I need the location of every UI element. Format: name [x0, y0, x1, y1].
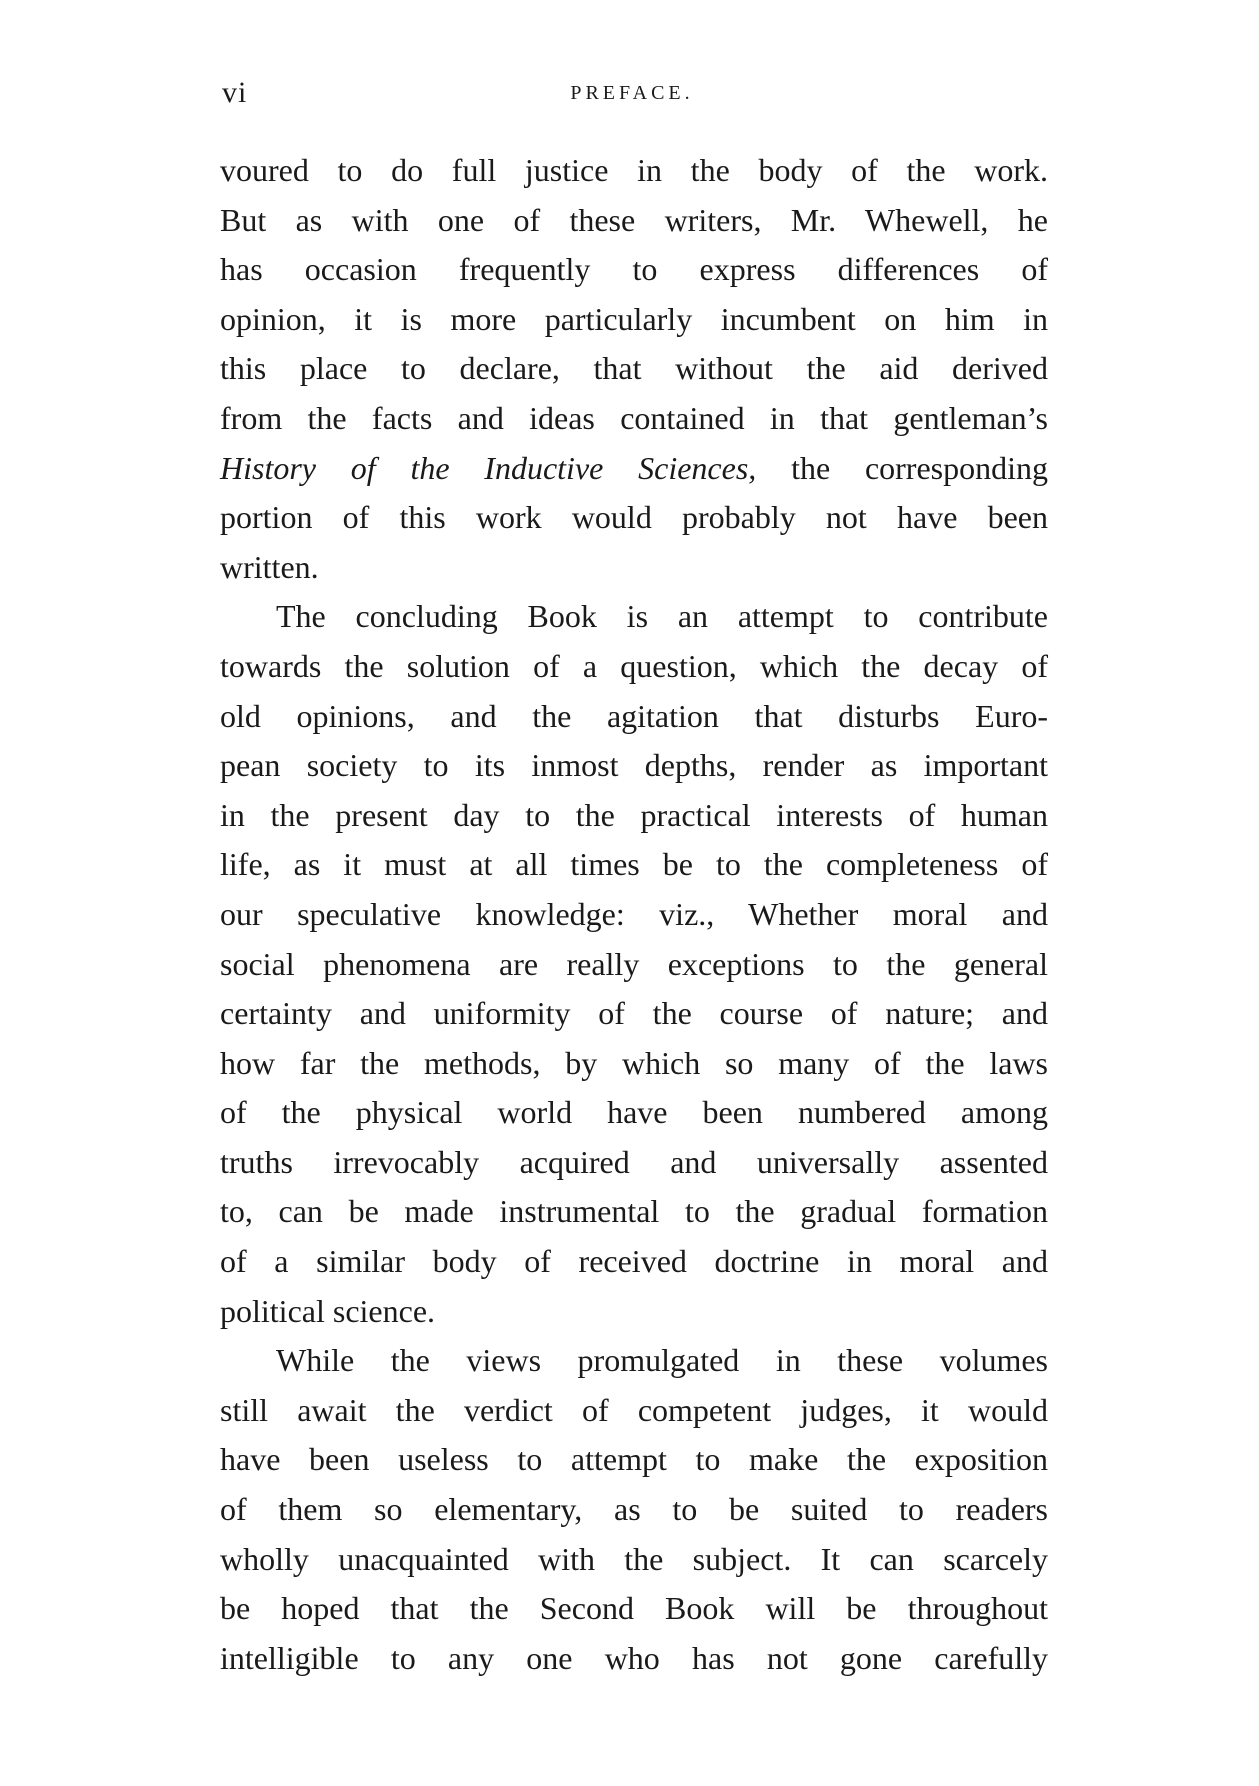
- text-line: of a similar body of received doctrine in moral and: [220, 1243, 1048, 1280]
- text-line: be hoped that the Second Book will be throughout: [220, 1590, 1048, 1627]
- text-line: wholly unacquainted with the subject. It can scarcely: [220, 1540, 1048, 1577]
- text-line: portion of this work would probably not have been: [220, 499, 1048, 536]
- text-line: our speculative knowledge: viz., Whether moral and: [220, 895, 1048, 932]
- text-line: from the facts and ideas contained in that gentleman’s: [220, 399, 1048, 436]
- text-line: While the views promulgated in these volumes: [276, 1342, 1048, 1379]
- paragraph: [220, 146, 1048, 592]
- text-line: political science.: [220, 1292, 436, 1329]
- text-line-with-title: [220, 444, 1048, 494]
- text-span: the corresponding: [756, 449, 1049, 486]
- running-head: [222, 76, 1042, 116]
- paragraph: [220, 1336, 1048, 1683]
- text-line: how far the methods, by which so many of the laws: [220, 1044, 1048, 1081]
- text-line: opinion, it is more particularly incumbent on him in: [220, 300, 1048, 337]
- text-line: life, as it must at all times be to the completeness of: [220, 846, 1048, 883]
- book-title: History of the Inductive Sciences,: [220, 449, 757, 486]
- text-line: towards the solution of a question, which the decay of: [220, 647, 1048, 684]
- text-line: of the physical world have been numbered among: [220, 1094, 1048, 1131]
- text-line: to, can be made instrumental to the gradual formation: [220, 1193, 1048, 1230]
- text-line: intelligible to any one who has not gone carefully: [220, 1639, 1048, 1676]
- text-line: has occasion frequently to express differences of: [220, 251, 1048, 288]
- text-line: written.: [220, 548, 319, 585]
- text-line: old opinions, and the agitation that disturbs Euro-: [220, 697, 1048, 734]
- body-text: [220, 146, 1048, 1683]
- text-line: in the present day to the practical interests of human: [220, 796, 1048, 833]
- text-line: this place to declare, that without the aid derived: [220, 350, 1048, 387]
- text-line: truths irrevocably acquired and universally assented: [220, 1143, 1048, 1180]
- paragraph: [220, 592, 1048, 1336]
- text-line: have been useless to attempt to make the exposition: [220, 1441, 1048, 1478]
- text-line: social phenomena are really exceptions to the general: [220, 945, 1048, 982]
- text-line: The concluding Book is an attempt to contribute: [276, 598, 1048, 635]
- text-line: But as with one of these writers, Mr. Whewell, he: [220, 201, 1048, 238]
- text-line: still await the verdict of competent judges, it would: [220, 1391, 1048, 1428]
- text-line: pean society to its inmost depths, render as important: [220, 747, 1048, 784]
- text-line: of them so elementary, as to be suited to readers: [220, 1491, 1048, 1528]
- page-number: vi: [222, 76, 248, 109]
- running-title: PREFACE.: [570, 82, 694, 104]
- text-line: voured to do full justice in the body of the work.: [220, 152, 1048, 188]
- text-line: certainty and uniformity of the course of nature; and: [220, 995, 1048, 1032]
